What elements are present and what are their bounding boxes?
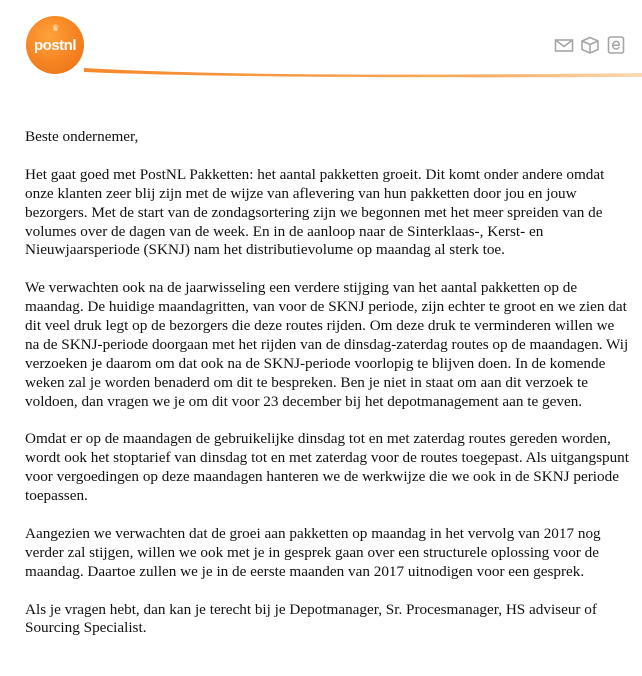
paragraph-structural-solution: Aangezien we verwachten dat de groei aan pakketten op maandag in het vervolg van 2017 nog verder zal stijgen, willen we ook met je in gesprek gaan over een structurele oplossing voor de maandag. Daartoe zullen we je in de eerste maanden van 2017 uitnodigen voor een gesprek.: [25, 524, 601, 580]
crown-icon: ♛: [51, 24, 59, 34]
service-icons: [554, 36, 626, 54]
mail-icon: [554, 36, 574, 54]
paragraph-stop-rate: Omdat er op de maandagen de gebruikelijke dinsdag tot en met zaterdag routes gereden worden, wordt ook het stoptarief van dinsdag tot en met zaterdag voor de routes toegepast. Als uitgangspunt voor vergoedingen op deze maandagen hanteren we de werkwijze die we ook in de SKNJ periode toepassen.: [25, 430, 629, 505]
email-header: [0, 0, 642, 110]
postnl-logo: [26, 16, 84, 74]
paragraph-growth: Het gaat goed met PostNL Pakketten: het aantal pakketten groeit. Dit komt onder andere omdat onze klanten zeer blij zijn met de wijze van aflevering van hun pakketten door jou en jouw bezorgers. Met de start van de zondagsortering zijn we begonnen met het meer spreiden van de volumes over de dagen van de week. En in de aanloop naar de Sinterklaas-, Kerst- en Nieuwjaarsperiode (SKNJ) nam het distributievolume op maandag al sterk toe.: [25, 165, 605, 259]
letter-body: [25, 128, 630, 657]
logo-text: postnl: [34, 37, 76, 54]
ecommerce-icon: [606, 36, 626, 54]
package-icon: [580, 36, 600, 54]
paragraph-monday-routes: We verwachten ook na de jaarwisseling een verdere stijging van het aantal pakketten op de maandag. De huidige maandagritten, van voor de SKNJ periode, zijn echter te groot en we zien dat dit veel druk legt op de bezorgers die deze routes rijden. Om deze druk te verminderen willen we na de SKNJ-periode doorgaan met het rijden van de dinsdag-zaterdag routes op de maandagen. Wij verzoeken je daarom om dat ook na de SKNJ-periode voorlopig te blijven doen. In de komende weken zal je worden benaderd om dit te bespreken. Ben je niet in staat om aan dit verzoek te voldoen, dan vragen we je om dit voor 23 december bij het depotmanagement aan te geven.: [25, 279, 629, 410]
brand-swoosh: [84, 66, 642, 78]
greeting: Beste ondernemer,: [25, 128, 139, 145]
paragraph-contact: Als je vragen hebt, dan kan je terecht bij je Depotmanager, Sr. Procesmanager, HS adviseur of Sourcing Specialist.: [25, 600, 597, 637]
